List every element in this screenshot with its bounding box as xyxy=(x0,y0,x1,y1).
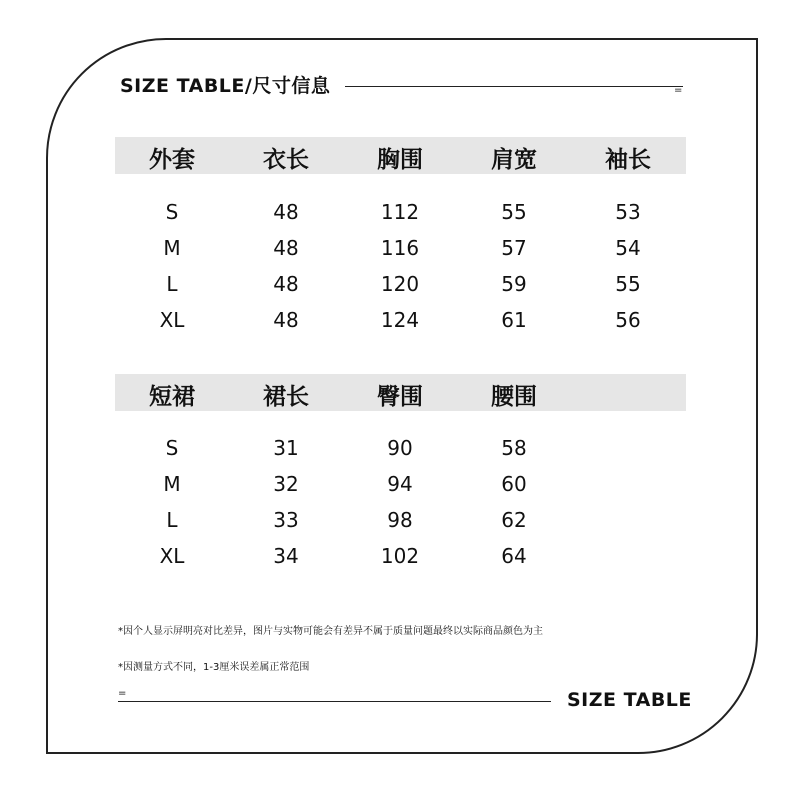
jacket-header-cell: 胸围 xyxy=(377,146,423,173)
measurement-note: *因测量方式不同，1-3厘米误差属正常范围 xyxy=(118,662,310,673)
jacket-table-cell: 124 xyxy=(380,308,420,332)
jacket-table-cell: 54 xyxy=(615,236,641,260)
skirt-header-cell: 腰围 xyxy=(491,383,537,410)
jacket-table-cell: XL xyxy=(159,308,185,332)
skirt-table-cell: XL xyxy=(159,544,185,568)
jacket-header-cell: 袖长 xyxy=(605,146,651,173)
jacket-table-cell: 48 xyxy=(273,308,299,332)
page-header xyxy=(120,70,330,98)
skirt-table-cell: 94 xyxy=(387,472,413,496)
jacket-table-cell: 61 xyxy=(501,308,527,332)
jacket-table-cell: 55 xyxy=(615,272,641,296)
jacket-table-cell: 112 xyxy=(380,200,420,224)
skirt-table-cell: 58 xyxy=(501,436,527,460)
footer-mark: = xyxy=(118,688,127,699)
jacket-table-cell: 120 xyxy=(380,272,420,296)
jacket-header-cell: 外套 xyxy=(149,146,195,173)
footer-title: SIZE TABLE xyxy=(567,689,692,711)
jacket-table-cell: L xyxy=(166,272,178,296)
skirt-header-cell: 臀围 xyxy=(377,383,423,410)
skirt-table-cell: 33 xyxy=(273,508,299,532)
skirt-header-cell: 短裙 xyxy=(149,383,195,410)
skirt-table-cell: M xyxy=(163,472,181,496)
skirt-table-cell: 102 xyxy=(380,544,420,568)
skirt-table-cell: 32 xyxy=(273,472,299,496)
skirt-table-cell: 98 xyxy=(387,508,413,532)
skirt-table-cell: 62 xyxy=(501,508,527,532)
skirt-table-cell: 90 xyxy=(387,436,413,460)
skirt-table-cell: S xyxy=(165,436,179,460)
skirt-table-cell: 31 xyxy=(273,436,299,460)
skirt-table-cell: L xyxy=(166,508,178,532)
jacket-table-cell: 55 xyxy=(501,200,527,224)
skirt-header-cell: 裙长 xyxy=(263,383,309,410)
jacket-table-cell: 56 xyxy=(615,308,641,332)
jacket-table-cell: 53 xyxy=(615,200,641,224)
jacket-header-cell: 肩宽 xyxy=(491,146,537,173)
jacket-header-cell: 衣长 xyxy=(263,146,309,173)
jacket-table-cell: 48 xyxy=(273,272,299,296)
header-mark: = xyxy=(674,85,683,96)
jacket-table-cell: 48 xyxy=(273,200,299,224)
page-title: SIZE TABLE/尺寸信息 xyxy=(120,74,331,97)
jacket-table-cell: 116 xyxy=(380,236,420,260)
jacket-table-cell: 59 xyxy=(501,272,527,296)
jacket-table-cell: 48 xyxy=(273,236,299,260)
skirt-table-cell: 64 xyxy=(501,544,527,568)
footer-divider xyxy=(118,701,551,702)
display-note: *因个人显示屏明亮对比差异，图片与实物可能会有差异不属于质量问题最终以实际商品颜色为主 xyxy=(118,626,543,637)
jacket-table-cell: M xyxy=(163,236,181,260)
header-divider xyxy=(345,86,683,87)
skirt-table-cell: 34 xyxy=(273,544,299,568)
skirt-table-cell: 60 xyxy=(501,472,527,496)
jacket-table-cell: 57 xyxy=(501,236,527,260)
jacket-table-cell: S xyxy=(165,200,179,224)
